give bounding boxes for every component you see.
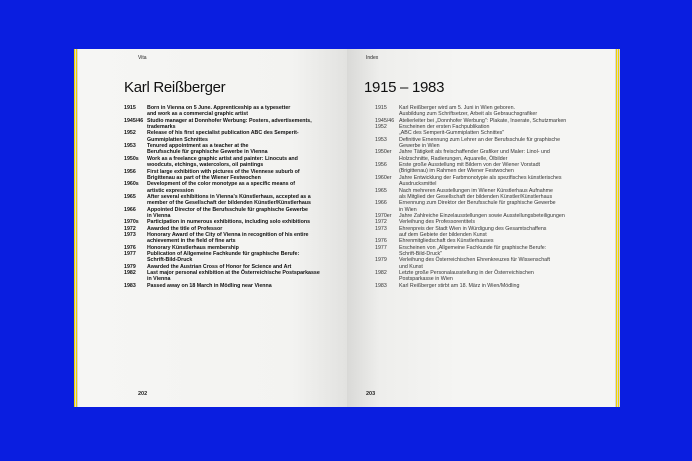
- page-number-left: 202: [138, 391, 148, 397]
- entry-text: Jahre Zahlreiche Einzelausstellungen sowie Ausstellungsbeteiligungen: [399, 212, 565, 219]
- entry-text: Born in Vienna on 5 June. Apprenticeship as a typesetter: [147, 105, 291, 111]
- entry-year: 1983: [375, 282, 387, 289]
- entry-text: After several exhibitions in Vienna's Künstlerhaus, accepted as a: [147, 193, 311, 200]
- entry-year: 1956: [375, 162, 387, 169]
- running-head-right: Index: [366, 55, 379, 61]
- entry-year: 1965: [375, 187, 387, 194]
- entry-text: Ernennung zum Direktor der Berufsschule für graphische Gewerbe: [399, 200, 556, 207]
- entry-text: Last major personal exhibition at the Österreichische Postsparkasse: [147, 270, 320, 277]
- entry-text: Holzschnitte, Radierungen, Aquarelle, Ölbilder: [399, 155, 508, 162]
- entry-year: 1952: [375, 124, 387, 131]
- entry-text: Karl Reißberger stirbt am 18. März in Wien/Mödling: [399, 282, 520, 289]
- entry-text: Nach mehreren Ausstellungen im Wiener Künstlerhaus Aufnahme: [399, 187, 553, 194]
- entry-text: Awarded the Austrian Cross of Honor for Science and Art: [147, 263, 292, 270]
- entry-text: Tenured appointment as a teacher at the: [147, 143, 249, 150]
- entry-year: 1983: [124, 282, 136, 289]
- page-edge-left: [74, 49, 78, 407]
- entry-text: achievement in the field of fine arts: [147, 238, 236, 245]
- entry-year: 1960s: [124, 181, 139, 188]
- entry-year: 1915: [375, 105, 387, 111]
- entry-text: woodcuts, etchings, watercolors, oil paintings: [147, 162, 264, 169]
- entry-text: und Kunst: [399, 263, 423, 270]
- entry-year: 1970er: [375, 212, 392, 219]
- entry-year: 1966: [124, 206, 136, 213]
- entry-year: 1956: [124, 168, 136, 175]
- entry-text: Work as a freelance graphic artist and painter: Linocuts and: [147, 155, 298, 162]
- entry-year: 1972: [375, 219, 387, 226]
- entry-text: Passed away on 18 March in Mödling near Vienna: [147, 282, 272, 289]
- entry-text: Letzte große Personalausstellung in der Österreichischen: [399, 270, 534, 277]
- entry-year: 1950er: [375, 149, 392, 156]
- running-head-left: Vita: [138, 55, 147, 61]
- entry-text: in Vienna: [147, 212, 171, 219]
- entry-year: 1976: [375, 238, 387, 245]
- entry-text: Studio manager at Donnhofer Werbung: Posters, advertisements,: [147, 117, 312, 124]
- entry-text: Definitive Ernennung zum Lehrer an der Berufsschule für graphische: [399, 136, 561, 143]
- entry-year: 1915: [124, 105, 136, 111]
- entry-text: member of the Gesellschaft der bildenden Künstler/Künstlerhaus: [147, 200, 311, 207]
- entry-text: Postsparkasse in Wien: [399, 276, 453, 283]
- entry-year: 1977: [124, 251, 136, 258]
- entry-text: Jahre Tätigkeit als freischaffender Grafiker und Maler: Linol- und: [399, 149, 550, 156]
- entry-text: auf dem Gebiete der bildenden Kunst: [399, 231, 487, 238]
- book-spread: [74, 49, 620, 407]
- entry-text: Gummiplatten Schnittes: [147, 136, 208, 143]
- entry-text: Brigittenau as part of the Wiener Festwochen: [147, 174, 261, 181]
- page-number-right: 203: [366, 391, 376, 397]
- entry-text: Verleihung des Professorentitels: [399, 219, 475, 226]
- entry-year: 1960er: [375, 174, 392, 181]
- entry-text: in Wien: [399, 206, 417, 213]
- entry-year: 1966: [375, 200, 387, 207]
- entry-text: Ehrenmitgliedschaft des Künstlerhauses: [399, 238, 494, 245]
- entry-year: 1945/46: [124, 117, 144, 124]
- right-page: [347, 49, 620, 407]
- entry-text: Publication of Allgemeine Fachkunde für graphische Berufe:: [147, 251, 300, 258]
- entry-year: 1973: [124, 232, 136, 238]
- entry-year: 1952: [124, 130, 136, 137]
- entry-text: trademarks: [147, 124, 176, 131]
- entry-year: 1982: [124, 270, 136, 277]
- entry-text: Karl Reißberger wird am 5. Juni in Wien geboren.: [399, 105, 515, 111]
- entry-year: 1953: [375, 136, 387, 143]
- entry-text: „ABC des Semperit-Gummiplatten Schnittes": [399, 130, 505, 137]
- entry-text: Atelierleiter bei „Donnhofer Werbung": Plakate, Inserate, Schutzmarken: [399, 117, 567, 124]
- entry-year: 1970s: [124, 219, 139, 226]
- entry-text: Jahre Entwicklung der Farbmonotypie als spezifisches künstlerisches: [399, 174, 562, 181]
- page-title-right: 1915 – 1983: [364, 79, 445, 96]
- entry-text: and work as a commercial graphic artist: [147, 111, 248, 118]
- entry-year: 1950s: [124, 155, 139, 162]
- entry-text: Participation in numerous exhibitions, including solo exhibitions: [147, 219, 311, 226]
- entry-year: 1976: [124, 244, 136, 251]
- entry-text: (Brigittenau) im Rahmen der Wiener Festwochen: [399, 168, 514, 175]
- entry-year: 1972: [124, 225, 136, 232]
- entry-text: Gewerbe in Wien: [399, 143, 440, 150]
- entry-text: Appointed Director of the Berufsschule für graphische Gewerbe: [147, 206, 308, 213]
- entry-text: Berufsschule für graphische Gewerbe in Vienna: [147, 149, 268, 156]
- entry-text: Honorary Künstlerhaus membership: [147, 244, 239, 251]
- entry-text: Honorary Award of the City of Vienna in recognition of his entire: [147, 232, 309, 238]
- entry-text: Awarded the title of Professor: [147, 225, 223, 232]
- entry-text: artistic expression: [147, 187, 194, 194]
- entry-text: Erscheinen von „Allgemeine Fachkunde für graphische Berufe:: [399, 244, 547, 251]
- entry-text: Verleihung des Österreichischen Ehrenkreuzes für Wissenschaft: [399, 257, 551, 264]
- entry-text: Release of his first specialist publication ABC des Semperit-: [147, 130, 299, 137]
- entry-year: 1982: [375, 270, 387, 277]
- left-page: [74, 49, 347, 407]
- entry-text: Erscheinen der ersten Fachpublikation: [399, 124, 490, 131]
- entry-text: Schrift-Bild-Druck: [147, 257, 193, 264]
- entry-text: First large exhibition with pictures of the Viennese suburb of: [147, 168, 300, 175]
- entry-year: 1977: [375, 244, 387, 251]
- entry-text: Schrift-Bild-Druck": [399, 251, 443, 258]
- entry-text: Ausbildung zum Schriftsetzer, Arbeit als Gebrauchsgrafiker: [399, 111, 538, 118]
- entry-year: 1953: [124, 143, 136, 150]
- entry-year: 1945/46: [375, 117, 395, 124]
- entry-text: Ehrenpreis der Stadt Wien in Würdigung des Gesamtschaffens: [399, 225, 547, 232]
- entry-text: in Vienna: [147, 276, 171, 283]
- page-edge-right: [615, 49, 620, 407]
- entry-text: als Mitglied der Gesellschaft der bildenden Künstler/Künstlerhaus: [399, 193, 553, 200]
- page-title-left: Karl Reißberger: [124, 79, 226, 96]
- entry-year: 1965: [124, 193, 136, 200]
- entry-text: Erste große Ausstellung mit Bildern von der Wiener Vorstadt: [399, 162, 541, 169]
- entry-year: 1979: [124, 263, 136, 270]
- entry-year: 1973: [375, 225, 387, 232]
- entry-text: Ausdrucksmittel: [399, 181, 437, 188]
- entry-year: 1979: [375, 257, 387, 264]
- entry-text: Development of the color monotype as a specific means of: [147, 181, 296, 188]
